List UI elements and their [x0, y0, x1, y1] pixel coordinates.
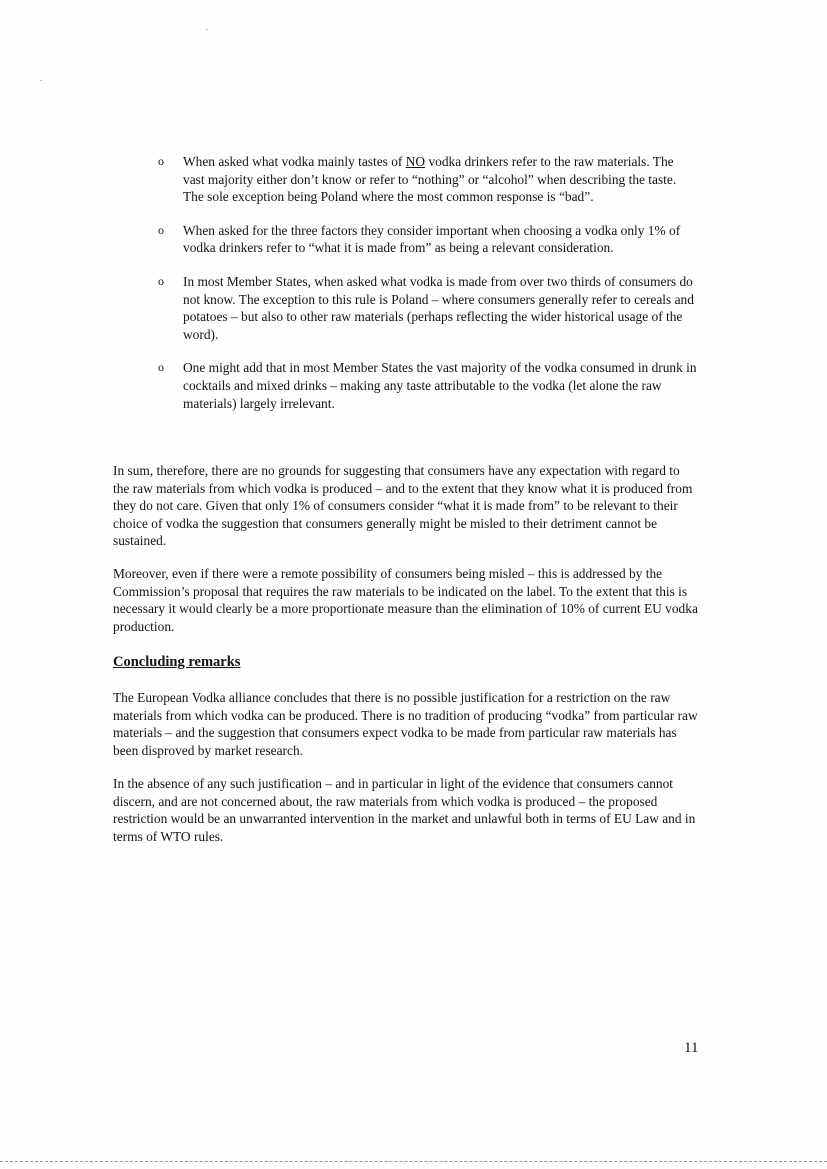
scan-speck [206, 29, 208, 30]
bullet-marker: o [158, 273, 164, 288]
bullet-marker: o [158, 360, 164, 375]
bullet-item: o In most Member States, when asked what vodka is made from over two thirds of consumers do not know. The exception to this rule is Poland – where consumers generally refer to cereals and potatoes – but also to other raw materials (perhaps reflecting the wider historical usage of the word). [158, 273, 694, 342]
scan-speck [40, 80, 42, 81]
bullet-item: o One might add that in most Member States the vast majority of the vodka consumed in drunk in cocktails and mixed drinks – making any taste attributable to the vodka (let alone the raw materials) largely irrelevant. [158, 360, 697, 411]
section-heading: Concluding remarks [113, 654, 241, 670]
bullet-list [158, 153, 698, 428]
paragraph-conclusion-1: The European Vodka alliance concludes that there is no possible justification for a restriction on the raw materials from which vodka can be produced. There is no tradition of producing “vodka” from particular raw materials – and the suggestion that consumers expect vodka to be made from particular raw materials has been disproved by market research. [113, 690, 698, 758]
paragraph-in-sum: In sum, therefore, there are no grounds for suggesting that consumers have any expectation with regard to the raw materials from which vodka is produced – and to the extent that they know what it is produced from they do not care. Given that only 1% of consumers consider “what it is made from” to be relevant to their choice of vodka the suggestion that consumers generally might be misled to their detriment cannot be sustained. [113, 463, 693, 549]
bullet-item: o When asked what vodka mainly tastes of NO vodka drinkers refer to the raw materials. The vast majority either don’t know or refer to “nothing” or “alcohol” when describing the taste. The sole exception being Poland where the most common response is “bad”. [158, 154, 677, 205]
paragraph-moreover: Moreover, even if there were a remote possibility of consumers being misled – this is addressed by the Commission’s proposal that requires the raw materials to be indicated on the label. To the extent that this is necessary it would clearly be a more proportionate measure than the elimination of 10% of current EU vodka production. [113, 566, 698, 634]
emphasis-no: NO [405, 154, 426, 169]
bullet-marker: o [158, 154, 164, 168]
page-number: 11 [684, 1040, 699, 1056]
scan-edge-line [0, 1161, 827, 1162]
paragraph-conclusion-2: In the absence of any such justification – and in particular in light of the evidence that consumers cannot discern, and are not concerned about, the raw materials from which vodka is produced – the proposed restriction would be an unwarranted intervention in the market and unlawful both in terms of EU Law and in terms of WTO rules. [113, 776, 696, 844]
bullet-marker: o [158, 222, 164, 237]
bullet-item: o When asked for the three factors they consider important when choosing a vodka only 1% of vodka drinkers refer to “what it is made from” as being a relevant consideration. [158, 222, 681, 256]
